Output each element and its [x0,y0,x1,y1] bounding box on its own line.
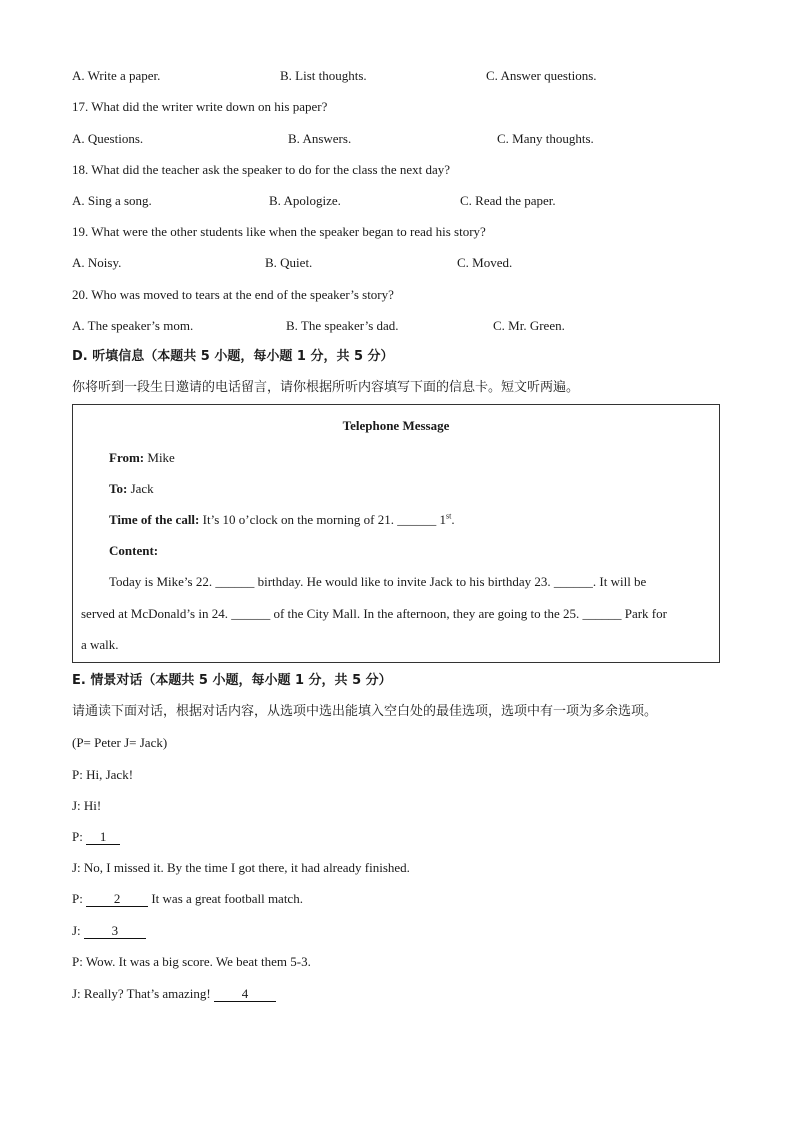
card-to [109,481,154,497]
utterance: Really? That’s amazing! [80,986,211,1001]
content-line-1: Today is Mike’s 22. ______ birthday. He would like to invite Jack to his birthday 23. ______. It will be [109,574,647,589]
q17-text: 17. What did the writer write down on his paper? [72,99,328,114]
q19-option-b: B. Quiet. [265,255,313,270]
content-line-2: served at McDonald’s in 24. ______ of the City Mall. In the afternoon, they are going to the 25. ______ Park for [81,606,667,621]
speaker: P: [72,891,83,906]
dialogue-line [72,767,133,783]
section-d-heading: D. 听填信息（本题共 5 小题，每小题 1 分，共 5 分） [72,349,394,364]
time-text: It’s 10 o’clock on the morning of 21. ______ 1 [199,512,446,527]
utterance: Wow. It was a big score. We beat them 5-3. [82,954,311,969]
roles-line: (P= Peter J= Jack) [72,735,168,750]
dialogue-line [72,829,120,845]
time-sup: st [446,511,452,521]
q17-option-b: B. Answers. [288,131,352,146]
q16-option-b: B. List thoughts. [280,68,367,83]
q16-option-c: C. Answer questions. [486,68,597,83]
dialogue-line [72,923,146,939]
answer-blank: 1 [86,830,120,845]
speaker: P: [72,954,83,969]
time-end: . [451,512,455,527]
speaker: J: [72,798,81,813]
speaker: P: [72,767,83,782]
card-time [109,512,455,528]
q20-text: 20. Who was moved to tears at the end of the speaker’s story? [72,287,394,302]
speaker: J: [72,860,81,875]
q19-option-c: C. Moved. [457,255,513,270]
dialogue-line [72,954,311,970]
from-value: Mike [144,450,175,465]
q17-option-c: C. Many thoughts. [497,131,594,146]
section-e-heading: E. 情景对话（本题共 5 小题，每小题 1 分，共 5 分） [72,673,392,688]
content-line-3: a walk. [81,637,119,652]
q17-option-a: A. Questions. [72,131,144,146]
speaker: J: [72,986,81,1001]
q18-option-a: A. Sing a song. [72,193,152,208]
card-title: Telephone Message [342,418,450,433]
dialogue-line [72,798,101,814]
from-label: From: [109,450,145,465]
utterance: It was a great football match. [148,891,303,906]
speaker: J: [72,923,81,938]
q19-text: 19. What were the other students like when the speaker began to read his story? [72,224,486,239]
utterance: No, I missed it. By the time I got there, it had already finished. [80,860,410,875]
answer-blank: 3 [84,924,146,939]
section-d-instruction: 你将听到一段生日邀请的电话留言，请你根据所听内容填写下面的信息卡。短文听两遍。 [72,380,580,395]
dialogue-line [72,986,276,1002]
content-label: Content: [109,543,159,558]
q18-text: 18. What did the teacher ask the speaker to do for the class the next day? [72,162,451,177]
q20-option-c: C. Mr. Green. [493,318,565,333]
answer-blank: 2 [86,892,148,907]
q20-option-b: B. The speaker’s dad. [286,318,399,333]
q18-option-b: B. Apologize. [269,193,341,208]
telephone-message-card [72,404,720,663]
dialogue-line [72,860,410,876]
utterance: Hi! [80,798,102,813]
q18-option-c: C. Read the paper. [460,193,556,208]
to-value: Jack [127,481,154,496]
to-label: To: [109,481,128,496]
q19-option-a: A. Noisy. [72,255,122,270]
time-label: Time of the call: [109,512,200,527]
speaker: P: [72,829,83,844]
q20-option-a: A. The speaker’s mom. [72,318,194,333]
utterance: Hi, Jack! [82,767,134,782]
dialogue-line [72,891,303,907]
answer-blank: 4 [214,987,276,1002]
card-from [109,450,175,466]
section-e-instruction: 请通读下面对话，根据对话内容，从选项中选出能填入空白处的最佳选项，选项中有一项为多余选项。 [72,704,658,719]
q16-option-a: A. Write a paper. [72,68,161,83]
